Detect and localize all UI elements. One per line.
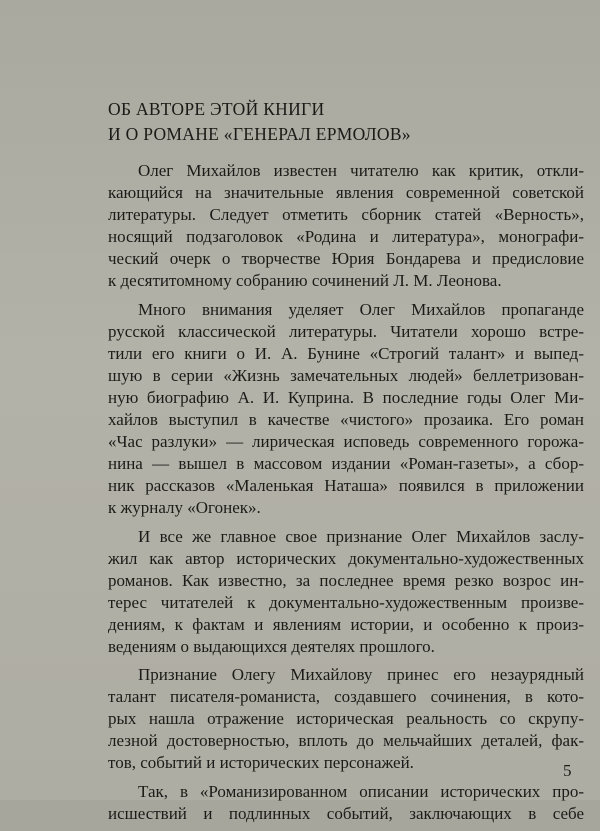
text-line: «Час разлуки» — лирическая исповедь современного горожа- — [108, 432, 584, 452]
text-line: ческий очерк о творчестве Юрия Бондарева и предисловие — [108, 249, 584, 269]
body-text — [108, 160, 584, 831]
text-line: к десятитомному собранию сочинений Л. М. Леонова. — [108, 271, 502, 291]
text-line: исшествий и подлинных событий, заключающих в себе — [108, 803, 584, 823]
text-line: тов, событий и исторических персонажей. — [108, 753, 414, 773]
text-line: Признание Олегу Михайлову принес его незаурядный — [138, 665, 584, 685]
paragraph — [108, 664, 584, 774]
text-line: шую в серии «Жизнь замечательных людей» беллетризован- — [108, 365, 584, 385]
text-line: романов. Как известно, за последнее время резко возрос ин- — [108, 570, 584, 590]
text-line: ную биографию А. И. Куприна. В последние годы Олег Ми- — [108, 387, 584, 407]
text-line: дениям, к фактам и явлениям истории, и особенно к произ- — [108, 614, 584, 634]
text-line: тили его книги о И. А. Бунине «Строгий талант» и выпед- — [108, 343, 584, 363]
text-line: носящий подзаголовок «Родина и литература», монографи- — [108, 227, 584, 247]
page-number: 5 — [563, 761, 572, 780]
text-line: лезной достоверностью, вплоть до мельчайших деталей, фак- — [108, 731, 584, 751]
text-line: нина — вышел в массовом издании «Роман-газеты», а сбор- — [108, 454, 584, 474]
text-line: ведениям о выдающихся деятелях прошлого. — [108, 636, 435, 656]
heading-line-1: ОБ АВТОРЕ ЭТОЙ КНИГИ — [108, 99, 325, 119]
text-line: кающийся на значительные явления современной советской — [108, 183, 584, 203]
text-line: русской классической литературы. Читатели хорошо встре- — [108, 321, 584, 341]
chapter-heading — [108, 97, 568, 147]
heading-line-2: И О РОМАНЕ «ГЕНЕРАЛ ЕРМОЛОВ» — [108, 124, 411, 144]
text-line: рых нашла отражение историческая реальность со скрупу- — [108, 709, 584, 729]
text-line: Много внимания уделяет Олег Михайлов пропаганде — [138, 299, 584, 319]
paragraph — [108, 526, 584, 659]
paragraph — [108, 781, 584, 825]
paragraph — [108, 160, 584, 293]
text-line: литературы. Следует отметить сборник статей «Верность», — [108, 205, 584, 225]
text-line: И все же главное свое признание Олег Михайлов заслу- — [138, 526, 584, 546]
paragraph — [108, 299, 584, 520]
text-line: терес читателей к документально-художественным произве- — [108, 592, 584, 612]
text-line: талант писателя-романиста, создавшего сочинения, в кото- — [108, 687, 584, 707]
text-line: жил как автор исторических документально-художественных — [108, 548, 584, 568]
text-line: ник рассказов «Маленькая Наташа» появился в приложении — [108, 476, 584, 496]
text-line: Олег Михайлов известен читателю как критик, откли- — [138, 161, 584, 180]
text-line: к журналу «Огонек». — [108, 498, 261, 518]
text-line: Так, в «Романизированном описании исторических про- — [138, 781, 584, 801]
text-line: хайлов выступил в качестве «чистого» прозаика. Его роман — [108, 410, 584, 430]
